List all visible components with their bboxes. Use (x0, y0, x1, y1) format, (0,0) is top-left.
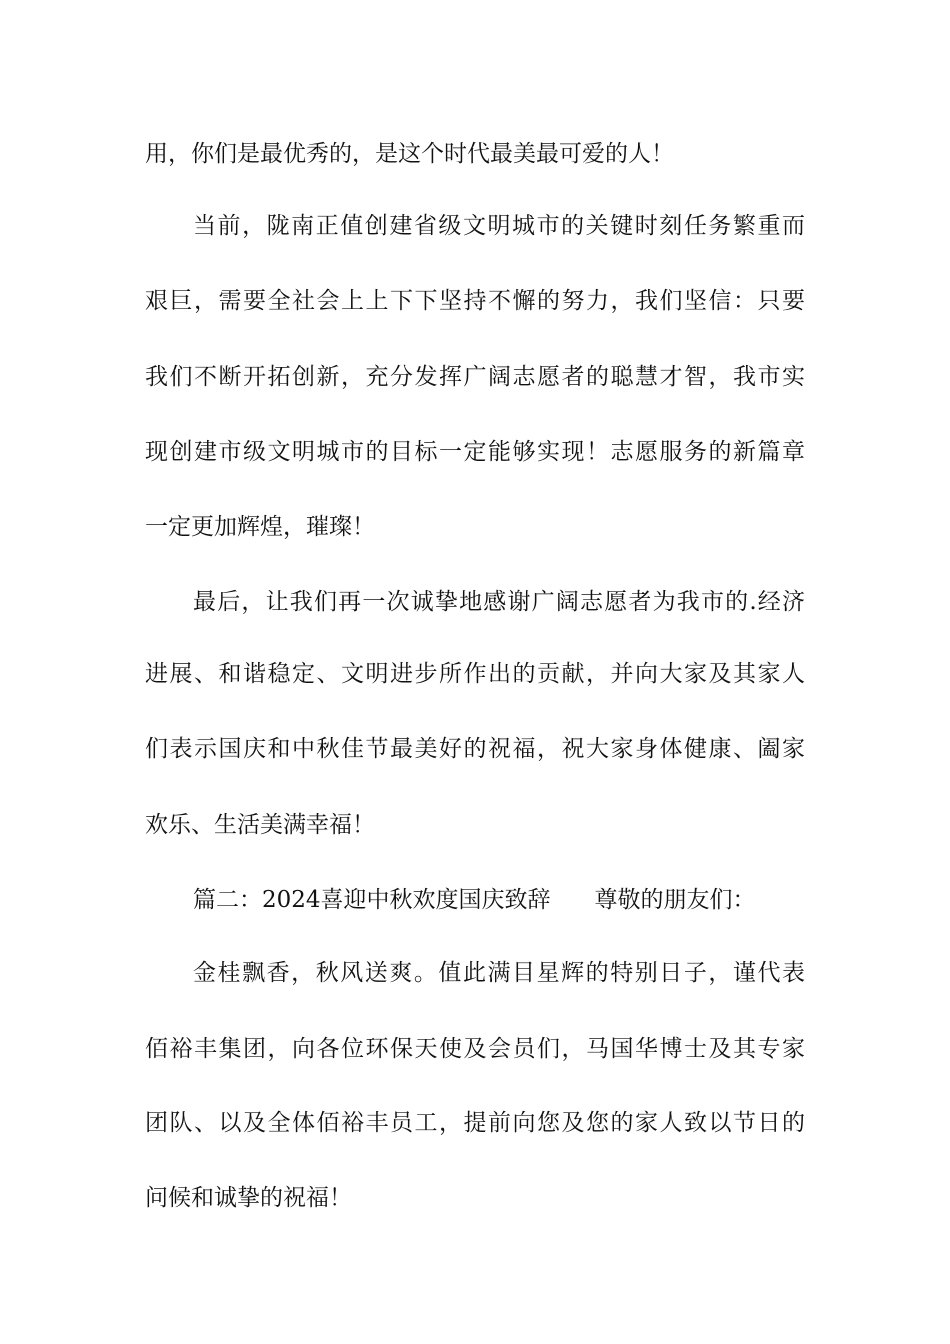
text-line: 用，你们是最优秀的，是这个时代最美最可爱的人！ (145, 141, 674, 167)
text-line: 一定更加辉煌，璀璨！ (145, 514, 375, 540)
text-line: 现创建市级文明城市的目标一定能够实现！志愿服务的新篇章 (145, 439, 805, 465)
section-heading: 篇二：2024喜迎中秋欢度国庆致辞 (193, 887, 551, 913)
text-line: 我们不断开拓创新，充分发挥广阔志愿者的聪慧才智，我市实 (145, 364, 805, 390)
text-line: 们表示国庆和中秋佳节最美好的祝福，祝大家身体健康、阖家 (145, 736, 805, 762)
text-line: 金桂飘香，秋风送爽。值此满目星辉的特别日子，谨代表 (193, 960, 805, 986)
salutation: 尊敬的朋友们： (594, 887, 756, 913)
section-heading-line (193, 885, 805, 915)
text-line: 艰巨，需要全社会上上下下坚持不懈的努力，我们坚信：只要 (145, 288, 805, 314)
text-line: 问候和诚挚的祝福！ (145, 1185, 352, 1211)
text-line: 欢乐、生活美满幸福！ (145, 812, 375, 838)
text-line: 进展、和谐稳定、文明进步所作出的贡献，并向大家及其家人 (145, 661, 805, 687)
text-line: 佰裕丰集团，向各位环保天使及会员们，马国华博士及其专家 (145, 1036, 805, 1062)
text-line: 当前，陇南正值创建省级文明城市的关键时刻任务繁重而 (193, 213, 805, 239)
text-line: 团队、以及全体佰裕丰员工，提前向您及您的家人致以节日的 (145, 1110, 805, 1136)
text-line: 最后，让我们再一次诚挚地感谢广阔志愿者为我市的.经济 (193, 589, 805, 615)
